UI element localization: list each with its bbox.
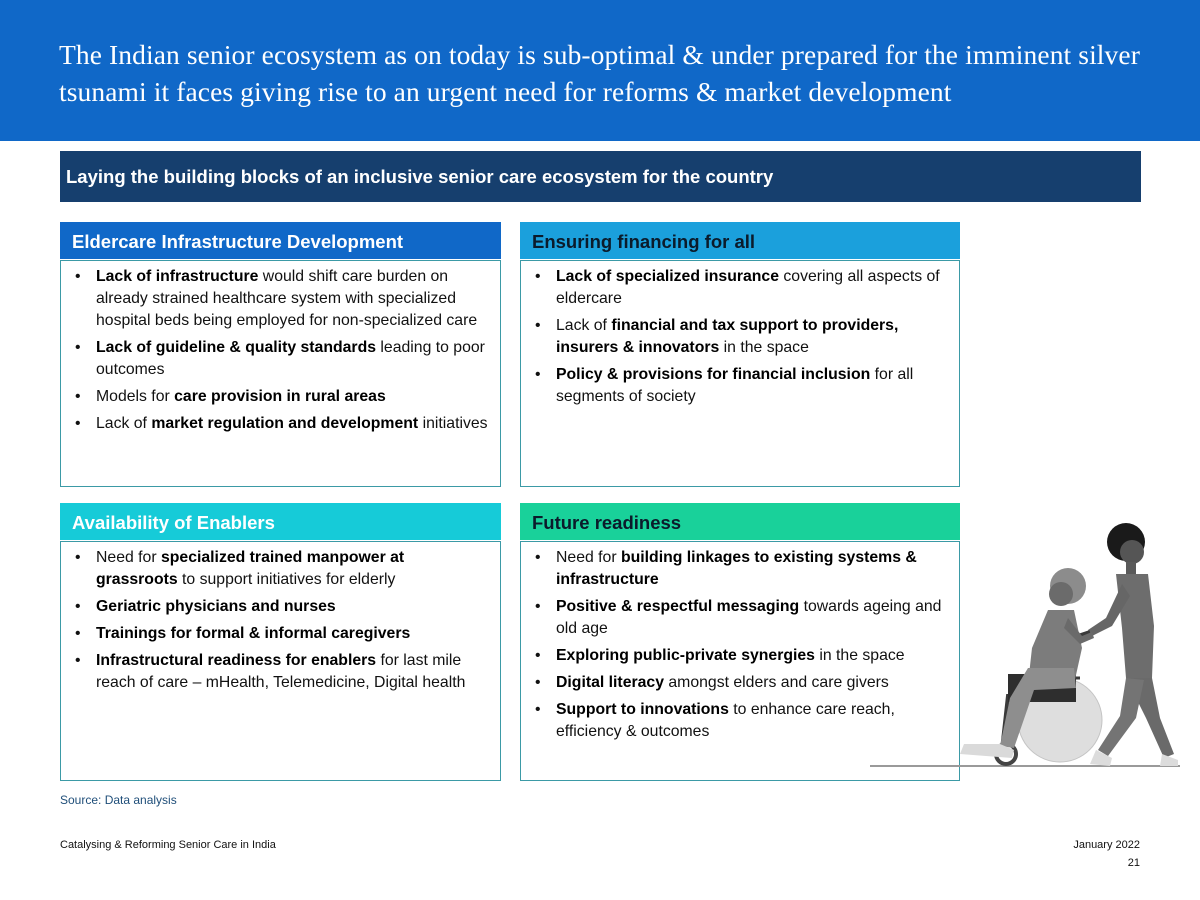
section-banner: [60, 151, 1141, 202]
bullet-dot: •: [535, 366, 541, 383]
footer-date: January 2022: [1073, 839, 1140, 851]
bullet-text: covering all aspects of eldercare: [556, 268, 940, 307]
bullet-emphasis: Infrastructural readiness for enablers: [96, 652, 377, 669]
page-number: 21: [1127, 857, 1140, 869]
bullet-text: towards ageing and old age: [556, 598, 942, 637]
bullet-text: in the space: [719, 339, 809, 356]
bullet-dot: •: [75, 339, 81, 356]
footer-document-title: Catalysing & Reforming Senior Care in India: [60, 839, 276, 851]
bullet-list: [535, 266, 949, 408]
bullet-text: Need for: [556, 549, 621, 566]
bullet-emphasis: Exploring public-private synergies: [556, 647, 815, 664]
section-banner-text: Laying the building blocks of an inclusive senior care ecosystem for the country: [66, 166, 774, 187]
bullet-emphasis: Positive & respectful messaging: [556, 598, 800, 615]
bullet-emphasis: Lack of infrastructure: [96, 268, 259, 285]
card-title: Eldercare Infrastructure Development: [60, 222, 501, 259]
bullet-dot: •: [75, 652, 81, 669]
bullet-text: would shift care burden on already strained healthcare system with specialized hospital beds being employed for non-specialized care: [96, 268, 478, 329]
bullet-text: Lack of: [556, 317, 612, 334]
bullet-dot: •: [75, 549, 81, 566]
bullet-emphasis: specialized trained manpower at grassroots: [96, 549, 405, 588]
source-note: Source: Data analysis: [60, 793, 177, 807]
card-body: [520, 260, 960, 487]
card-body: [60, 260, 501, 487]
bullet-dot: •: [535, 317, 541, 334]
card-enablers: [60, 503, 501, 781]
bullet-item: [535, 315, 949, 359]
bullet-item: [75, 266, 490, 332]
bullet-dot: •: [535, 674, 541, 691]
bullet-dot: •: [535, 647, 541, 664]
bullet-text: leading to poor outcomes: [96, 339, 485, 378]
bullet-item: [535, 364, 949, 408]
bullet-emphasis: Digital literacy: [556, 674, 664, 691]
card-body: [60, 541, 501, 781]
bullet-dot: •: [75, 388, 81, 405]
bullet-dot: •: [535, 701, 541, 718]
bullet-list: [75, 266, 490, 435]
bullet-text: Lack of: [96, 415, 152, 432]
bullet-text: for last mile reach of care – mHealth, Telemedicine, Digital health: [96, 652, 466, 691]
bullet-text: amongst elders and care givers: [664, 674, 889, 691]
bullet-emphasis: Trainings for formal & informal caregivers: [96, 625, 411, 642]
caregiver-wheelchair-illustration: [868, 518, 1184, 774]
bullet-text: to support initiatives for elderly: [177, 571, 396, 588]
bullet-text: Models for: [96, 388, 175, 405]
bullet-dot: •: [75, 598, 81, 615]
card-financing: [520, 222, 960, 487]
bullet-item: [75, 413, 490, 435]
bullet-emphasis: Policy & provisions for financial inclusion: [556, 366, 871, 383]
bullet-dot: •: [535, 598, 541, 615]
bullet-dot: •: [535, 549, 541, 566]
bullet-emphasis: building linkages to existing systems & infrastructure: [556, 549, 917, 588]
bullet-item: [75, 596, 490, 618]
bullet-item: [535, 266, 949, 310]
bullet-item: [75, 650, 490, 694]
card-title: Ensuring financing for all: [520, 222, 960, 259]
bullet-dot: •: [75, 625, 81, 642]
card-title: Availability of Enablers: [60, 503, 501, 540]
bullet-item: [75, 337, 490, 381]
bullet-text: for all segments of society: [556, 366, 914, 405]
bullet-emphasis: Lack of guideline & quality standards: [96, 339, 377, 356]
bullet-text: Need for: [96, 549, 161, 566]
bullet-item: [75, 623, 490, 645]
page-title: The Indian senior ecosystem as on today is sub-optimal & under prepared for the imminent silver tsunami it faces giving rise to an urgent need for reforms & market development: [59, 39, 1140, 107]
bullet-dot: •: [75, 268, 81, 285]
card-eldercare-infrastructure: [60, 222, 501, 487]
bullet-dot: •: [535, 268, 541, 285]
bullet-emphasis: financial and tax support to providers, insurers & innovators: [556, 317, 899, 356]
bullet-emphasis: Geriatric physicians and nurses: [96, 598, 336, 615]
bullet-text: initiatives: [418, 415, 488, 432]
bullet-list: [75, 547, 490, 694]
bullet-emphasis: Support to innovations: [556, 701, 729, 718]
bullet-dot: •: [75, 415, 81, 432]
bullet-item: [75, 547, 490, 591]
header-bar: [0, 0, 1200, 141]
bullet-emphasis: care provision in rural areas: [174, 388, 386, 405]
bullet-item: [75, 386, 490, 408]
bullet-emphasis: market regulation and development: [151, 415, 419, 432]
bullet-text: in the space: [814, 647, 905, 664]
card-title: Future readiness: [520, 503, 960, 540]
bullet-text: to enhance care reach, efficiency & outcomes: [556, 701, 895, 740]
bullet-emphasis: Lack of specialized insurance: [556, 268, 779, 285]
